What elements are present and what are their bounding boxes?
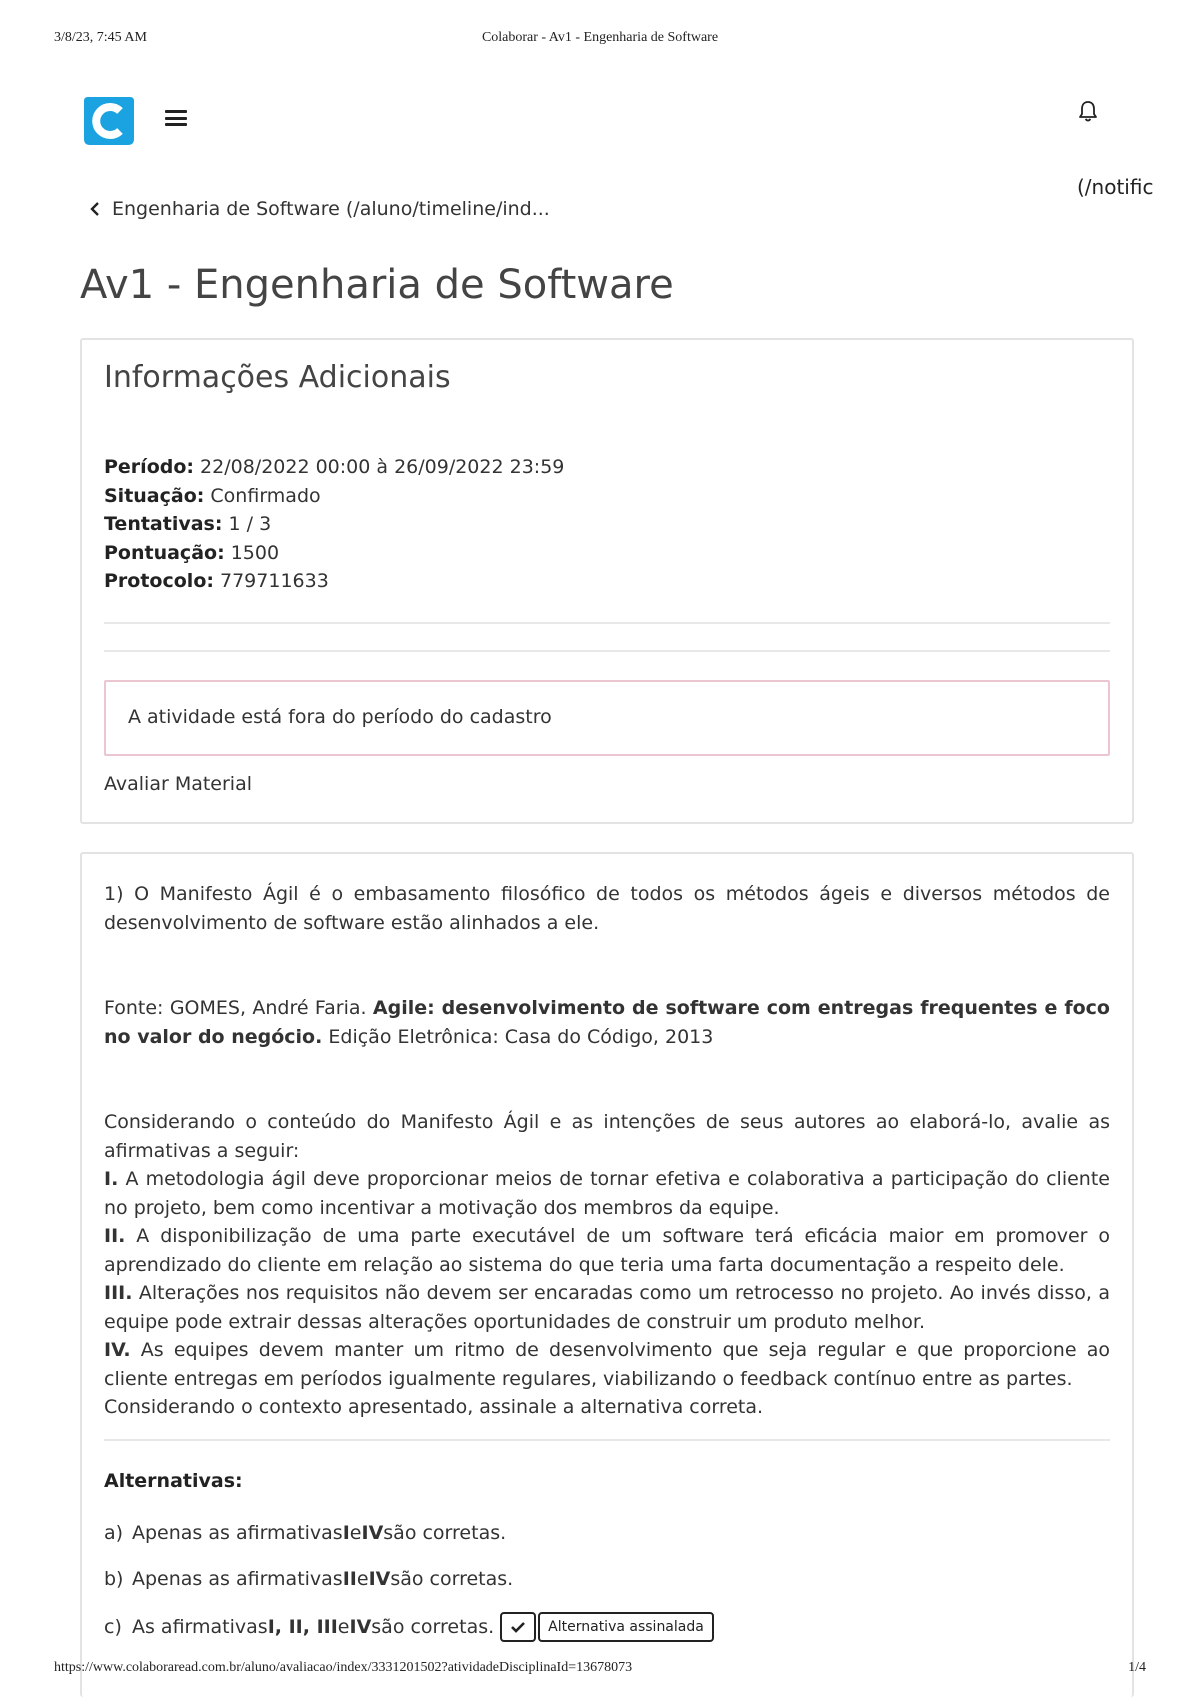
question-card	[80, 852, 1134, 1697]
page-title: Av1 - Engenharia de Software	[80, 262, 674, 308]
info-card	[80, 338, 1134, 824]
info-field-score: Pontuação: 1500	[104, 541, 280, 564]
selected-alternative-badge: Alternativa assinalada	[538, 1612, 714, 1642]
colaborar-logo-icon[interactable]	[80, 93, 138, 149]
alternative-b[interactable]: b) Apenas as afirmativas II e IV são corretas.	[104, 1568, 514, 1590]
info-card-title: Informações Adicionais	[104, 360, 451, 395]
rate-material-link[interactable]: Avaliar Material	[104, 773, 253, 795]
print-header	[0, 30, 1200, 52]
chevron-left-icon	[88, 200, 102, 218]
print-doc-title: Colaborar - Av1 - Engenharia de Software	[481, 30, 719, 45]
alternative-c[interactable]: c) As afirmativas I, II, III e IV são corretas. Alternativa assinalada	[104, 1612, 714, 1642]
statement-2: II. A disponibilização de uma parte executável de um software terá eficácia maior em promover o aprendizado do cliente em relação ao sistema do que teria uma farta documentação a respeito dele.	[104, 1225, 1110, 1276]
statement-1: I. A metodologia ágil deve proporcionar meios de tornar efetiva e colaborativa a participação do cliente no projeto, bem como incentivar a motivação dos membros da equipe.	[104, 1168, 1110, 1219]
period-alert: A atividade está fora do período do cadastro	[104, 680, 1110, 756]
info-fields	[104, 453, 564, 596]
print-footer	[0, 1660, 1200, 1682]
question-prompt: Considerando o conteúdo do Manifesto Ágil e as intenções de seus autores ao elaborá-lo, avalie as afirmativas a seguir:	[104, 1111, 1110, 1162]
breadcrumb-label: Engenharia de Software (/aluno/timeline/ind...	[112, 198, 550, 220]
divider	[104, 622, 1110, 624]
question-source: Fonte: GOMES, André Faria. Agile: desenvolvimento de software com entregas frequentes e foco no valor do negócio. Edição Eletrônica: Casa do Código, 2013	[104, 997, 1110, 1048]
divider	[104, 1439, 1110, 1441]
question-closing: Considerando o contexto apresentado, assinale a alternativa correta.	[104, 1396, 764, 1418]
check-icon	[500, 1612, 536, 1642]
alternatives-title: Alternativas:	[104, 1470, 243, 1492]
statement-4: IV. As equipes devem manter um ritmo de desenvolvimento que seja regular e que proporcione ao cliente entregas em períodos igualmente regulares, viabilizando o feedback contínuo entre as partes.	[104, 1339, 1110, 1390]
breadcrumb[interactable]	[88, 198, 550, 220]
info-field-period: Período: 22/08/2022 00:00 à 26/09/2022 23:59	[104, 456, 565, 478]
print-page-number: 1/4	[1128, 1660, 1146, 1675]
notifications-link[interactable]: (/notific	[1077, 175, 1154, 199]
print-datetime: 3/8/23, 7:45 AM	[54, 30, 147, 45]
info-field-protocol: Protocolo: 779711633	[104, 570, 329, 592]
info-field-status: Situação: Confirmado	[104, 484, 321, 507]
question-intro: 1) O Manifesto Ágil é o embasamento filosófico de todos os métodos ágeis e diversos métodos de desenvolvimento de software estão alinhados a ele.	[104, 883, 1110, 934]
bell-icon[interactable]	[1077, 99, 1099, 123]
divider	[104, 650, 1110, 652]
statement-3: III. Alterações nos requisitos não devem ser encaradas como um retrocesso no projeto. Ao invés disso, a equipe pode extrair dessas alterações oportunidades de construir um produto melhor.	[104, 1282, 1110, 1333]
question-body	[104, 880, 1110, 1422]
print-url: https://www.colaboraread.com.br/aluno/avaliacao/index/3331201502?atividadeDisciplinaId=13678073	[54, 1660, 633, 1675]
alternative-a[interactable]: a) Apenas as afirmativas I e IV são corretas.	[104, 1522, 507, 1544]
menu-icon[interactable]	[165, 108, 187, 128]
info-field-attempts: Tentativas: 1 / 3	[104, 513, 272, 535]
